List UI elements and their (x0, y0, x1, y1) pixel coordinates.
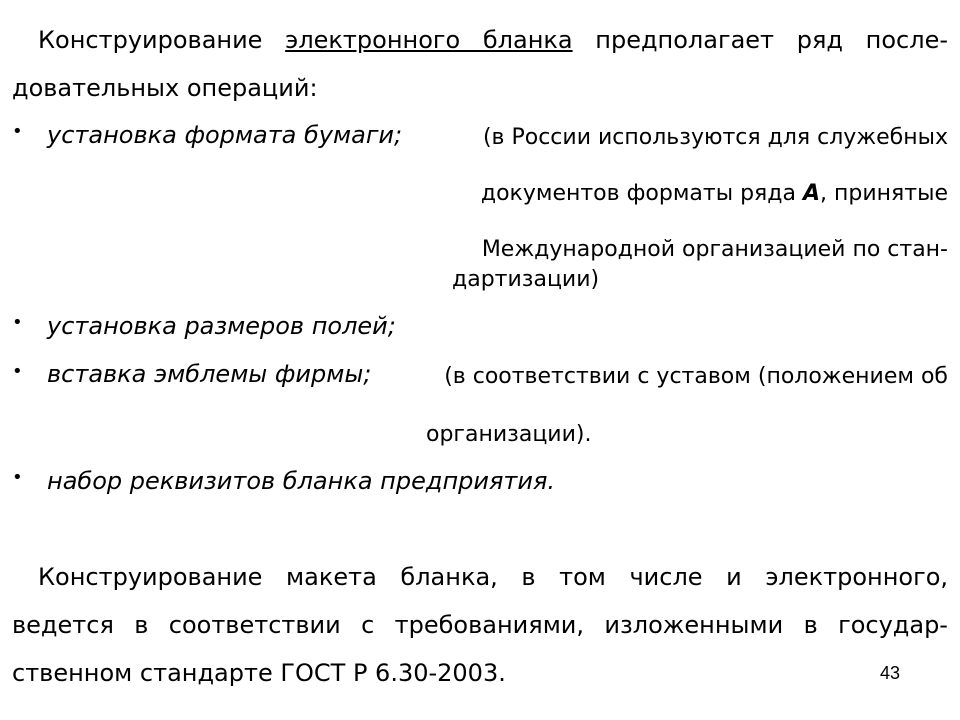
closing-line-3: ственном стандарте ГОСТ Р 6.30-2003. (12, 659, 506, 687)
intro-text-start: Конструирование (38, 26, 286, 54)
item-3-note-line-1: (в соответствии с уставом (положением об (444, 364, 948, 389)
format-series-a: А (802, 181, 821, 206)
item-1-note-line-3: Международной организацией по стан- (481, 237, 948, 262)
bullet-1: • (12, 121, 23, 142)
intro-line-2: довательных операций: (12, 74, 318, 102)
bullet-2: • (12, 312, 23, 333)
item-1-note-line-1: (в России используются для служебных (482, 125, 948, 150)
intro-text-end: предполагает ряд после- (572, 26, 949, 54)
closing-line-1: Конструирование макета бланка, в том числе и электронного, (38, 563, 949, 591)
item-4-label: набор реквизитов бланка предприятия. (47, 467, 556, 495)
item-1-note-line-2: документов форматы ряда А, принятые (480, 181, 948, 206)
page-number: 43 (880, 663, 901, 683)
item-3-note-line-2: организации). (426, 422, 592, 447)
intro-underlined-term: электронного бланка (285, 26, 573, 54)
item-3-label: вставка эмблемы фирмы; (47, 360, 372, 388)
item-1-note-line-4: дартизации) (452, 267, 600, 292)
item-1-label: установка формата бумаги; (47, 121, 403, 149)
item-2-label: установка размеров полей; (47, 312, 396, 340)
closing-line-2: ведется в соответствии с требованиями, изложенными в государ- (12, 611, 948, 639)
bullet-3: • (12, 361, 23, 382)
intro-line-1 (38, 25, 948, 55)
bullet-4: • (12, 467, 23, 488)
